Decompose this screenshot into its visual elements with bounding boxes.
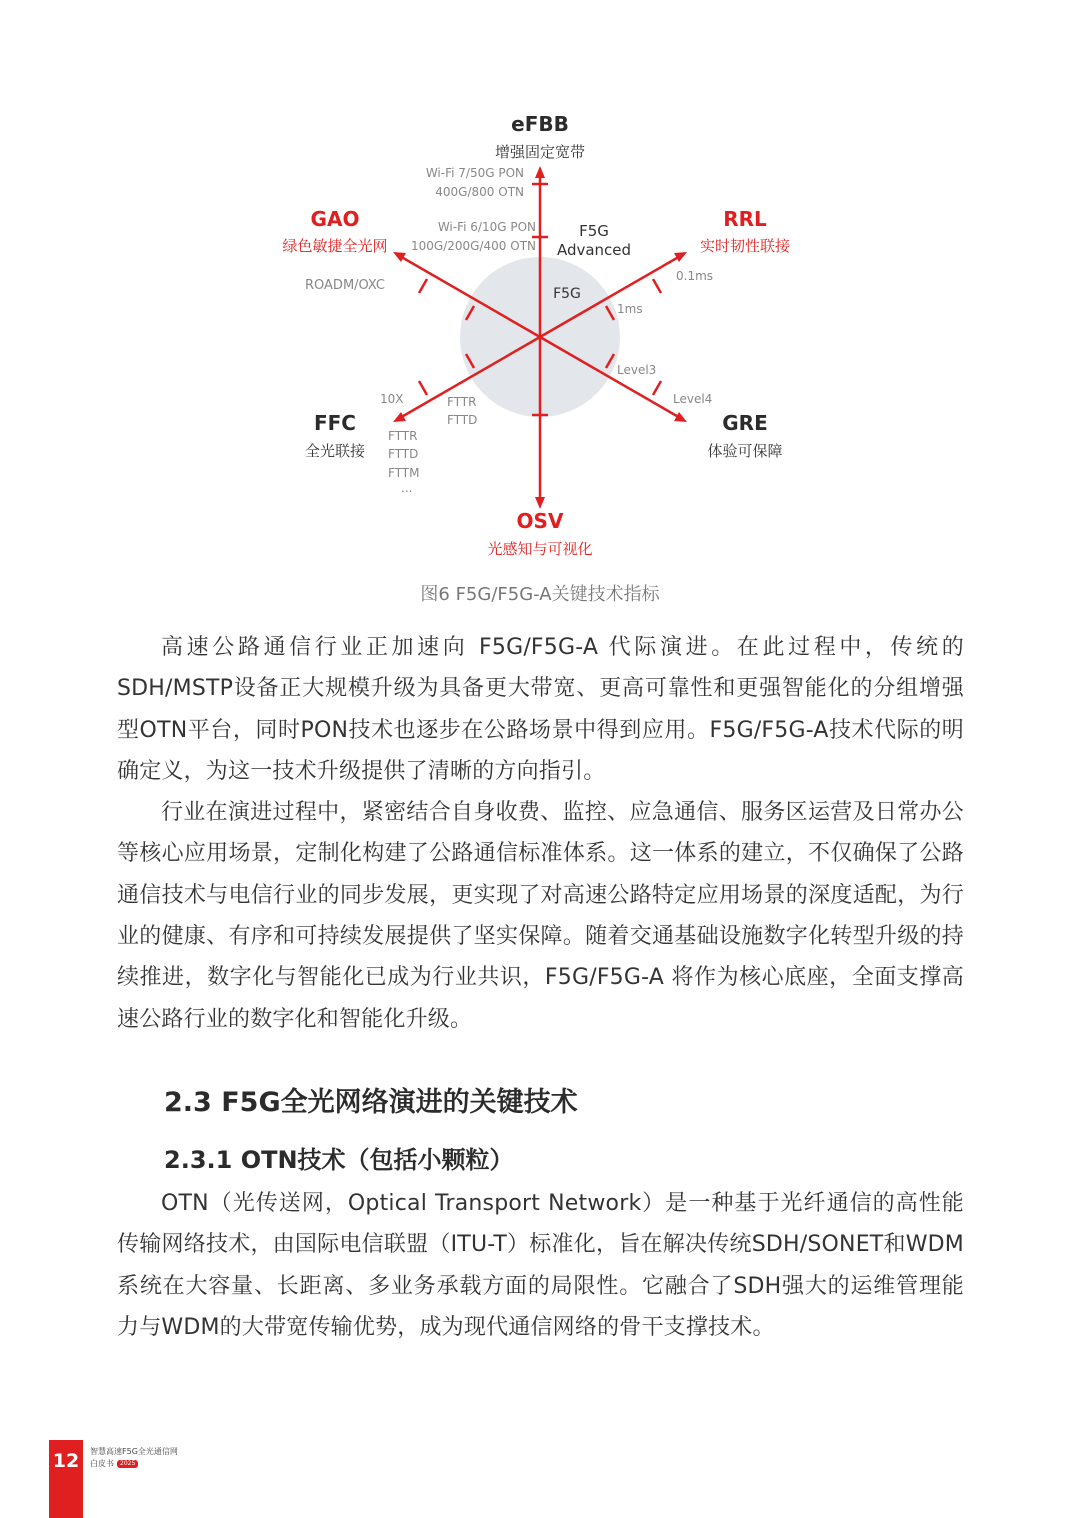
axis-code-rrl: RRL xyxy=(723,207,767,231)
mark-ffc-ellipsis: ... xyxy=(401,481,413,495)
axis-code-gre: GRE xyxy=(722,411,768,435)
footer-badge: 2025 xyxy=(117,1460,138,1468)
tick-gao-2 xyxy=(419,279,427,293)
intro-section xyxy=(117,627,964,1040)
page-number: 12 xyxy=(52,1450,80,1472)
axis-name-gao: 绿色敏捷全光网 xyxy=(282,237,388,255)
section-heading-2-3: 2.3 F5G全光网络演进的关键技术 xyxy=(164,1087,578,1118)
footer-subtitle: 白皮书 xyxy=(90,1459,114,1468)
arrow-ffc xyxy=(393,412,406,422)
mark-ffc-fttd-inner: FTTD xyxy=(447,413,478,427)
mark-efbb-wifi7: Wi-Fi 7/50G PON xyxy=(425,166,524,180)
arrow-osv xyxy=(535,497,545,509)
mark-gre-level3: Level3 xyxy=(617,363,657,377)
mark-ffc-fttr-outer: FTTR xyxy=(388,429,418,443)
center-label: F5G xyxy=(553,286,581,302)
paragraph-2: 行业在演进过程中，紧密结合自身收费、监控、应急通信、服务区运营及日常办公等核心应用场景，定制化构建了公路通信标准体系。这一体系的建立，不仅确保了公路通信技术与电信行业的同步发展，更实现了对高速公路特定应用场景的深度适配，为行业的健康、有序和可持续发展提供了坚实保障。随着交通基础设施数字化转型升级的持续推进，数字化与智能化已成为行业共识，F5G/F5G-A 将作为核心底座，全面支撑高速公路行业的数字化和智能化升级。 xyxy=(117,800,964,1032)
mark-rrl-01ms: 0.1ms xyxy=(676,269,714,283)
mark-rrl-1ms: 1ms xyxy=(617,302,643,316)
axis-code-osv: OSV xyxy=(516,509,564,533)
axis-name-efbb: 增强固定宽带 xyxy=(494,143,586,161)
axis-name-rrl: 实时韧性联接 xyxy=(699,237,791,255)
footer-subtitle-line xyxy=(90,1458,178,1470)
arrow-efbb xyxy=(535,166,545,178)
axis-code-efbb: eFBB xyxy=(511,112,569,136)
footer-doc-title xyxy=(90,1446,178,1470)
mark-gre-level4: Level4 xyxy=(673,392,713,406)
arrow-gao xyxy=(393,252,406,262)
mark-efbb-wifi6: Wi-Fi 6/10G PON xyxy=(437,220,536,234)
tick-ffc-2 xyxy=(419,381,427,395)
axis-name-gre: 体验可保障 xyxy=(707,442,783,460)
paragraph-1: 高速公路通信行业正加速向 F5G/F5G-A 代际演进。在此过程中，传统的SDH/MSTP设备正大规模升级为具备更大带宽、更高可靠性和更强智能化的分组增强型OTN平台，同时PON技术也逐步在公路场景中得到应用。F5G/F5G-A技术代际的明确定义，为这一技术升级提供了清晰的方向指引。 xyxy=(117,635,964,784)
axis-code-gao: GAO xyxy=(310,207,360,231)
paragraph-otn: OTN（光传送网，Optical Transport Network）是一种基于光纤通信的高性能传输网络技术，由国际电信联盟（ITU-T）标准化，旨在解决传统SDH/SONET和WDM系统在大容量、长距离、多业务承载方面的局限性。它融合了SDH强大的运维管理能力与WDM的大带宽传输优势，成为现代通信网络的骨干支撑技术。 xyxy=(117,1191,964,1340)
advanced-label-line1: F5G xyxy=(579,222,609,240)
mark-gao-roadm: ROADM/OXC xyxy=(305,278,385,293)
advanced-label-line2: Advanced xyxy=(556,241,632,259)
mark-ffc-fttd-outer: FTTD xyxy=(388,447,419,461)
tick-rrl-2 xyxy=(653,279,661,293)
footer-title-line: 智慧高速F5G全光通信网 xyxy=(90,1447,178,1456)
arrow-rrl xyxy=(674,252,687,262)
mark-ffc-fttm-outer: FTTM xyxy=(388,466,420,480)
mark-efbb-800otn: 400G/800 OTN xyxy=(435,185,524,199)
arrow-gre xyxy=(674,412,687,422)
f5g-indicator-diagram xyxy=(0,0,1080,580)
axis-name-osv: 光感知与可视化 xyxy=(487,540,593,558)
mark-ffc-10x: 10X xyxy=(380,392,404,406)
tick-gre-2 xyxy=(653,381,661,395)
section-heading-2-3-1: 2.3.1 OTN技术（包括小颗粒） xyxy=(164,1146,514,1174)
axis-name-ffc: 全光联接 xyxy=(304,442,366,460)
axis-code-ffc: FFC xyxy=(313,411,357,435)
mark-efbb-400otn: 100G/200G/400 OTN xyxy=(411,239,536,253)
otn-section xyxy=(117,1183,964,1348)
figure-caption: 图6 F5G/F5G-A关键技术指标 xyxy=(420,584,660,605)
mark-ffc-fttr-inner: FTTR xyxy=(447,395,477,409)
